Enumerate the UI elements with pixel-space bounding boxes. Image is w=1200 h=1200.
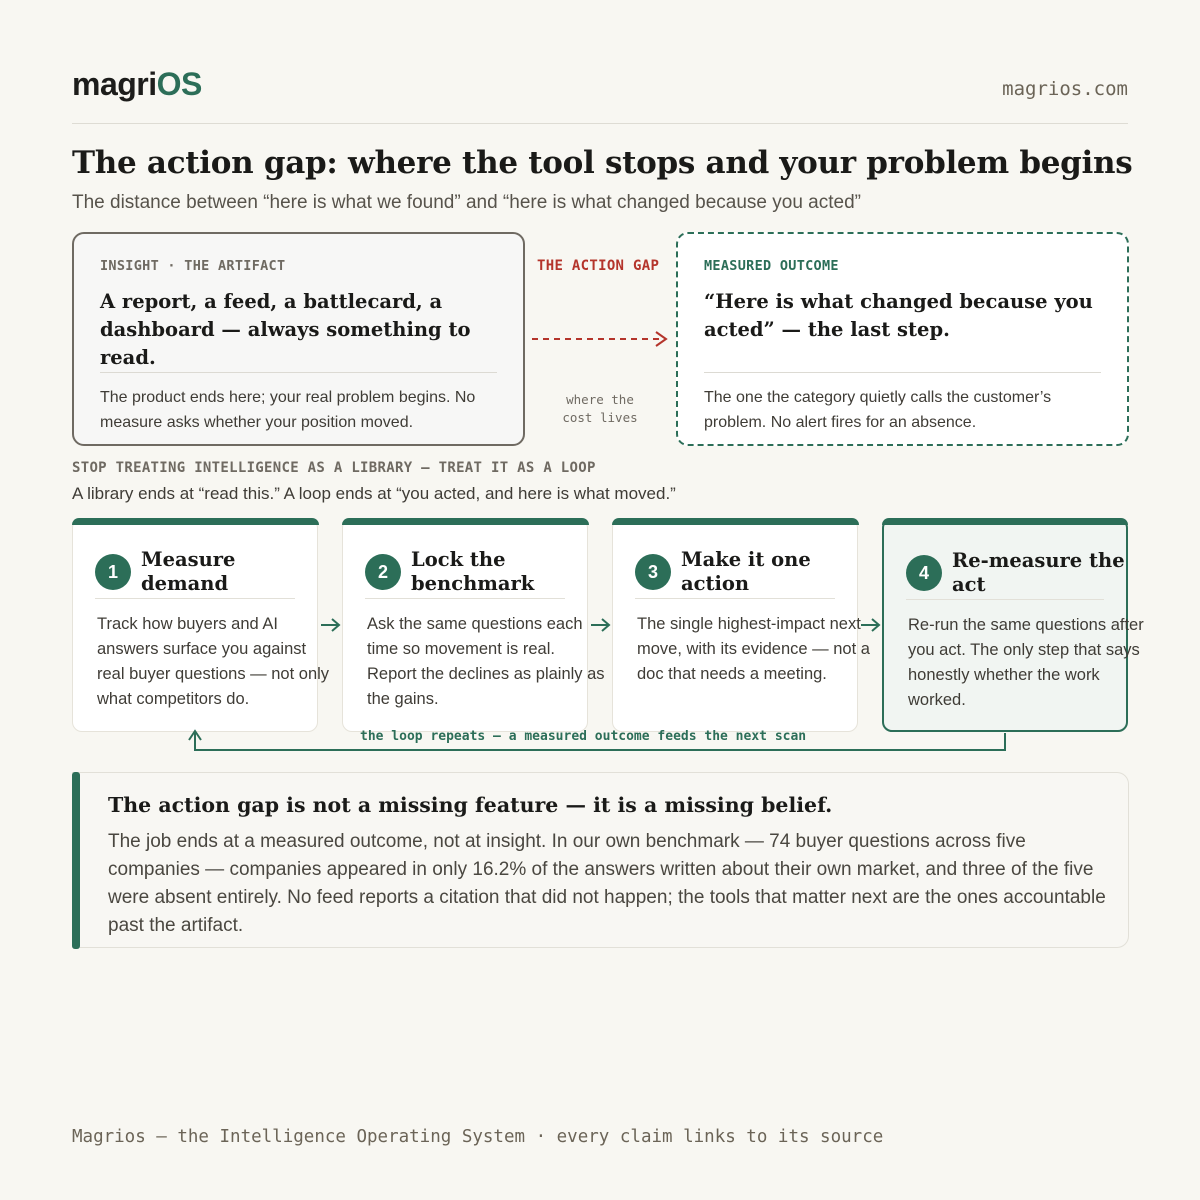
step-title: Make it one action: [681, 548, 811, 595]
action-gap-label: THE ACTION GAP: [537, 258, 660, 274]
loop-section-kicker: STOP TREATING INTELLIGENCE AS A LIBRARY — TREAT IT AS A LOOP: [72, 460, 596, 476]
callout-heading: The action gap is not a missing feature — it is a missing belief.: [108, 793, 833, 817]
site-link[interactable]: magrios.com: [1002, 78, 1128, 100]
outcome-body: The one the category quietly calls the customer’s problem. No alert fires for an absence.: [704, 389, 1052, 431]
step-number-badge: 2: [365, 554, 401, 590]
action-gap-note: where the cost lives: [562, 392, 638, 425]
step-body: The single highest-impact next move, with its evidence — not a doc that needs a meeting.: [637, 615, 870, 683]
footer-text: Magrios — the Intelligence Operating System · every claim links to its source: [72, 1127, 884, 1147]
step-body: Ask the same questions each time so movement is real. Report the declines as plainly as the gains.: [367, 615, 605, 708]
callout-body: The job ends at a measured outcome, not at insight. In our own benchmark — 74 buyer questions across five companies — companies appeared in only 16.2% of the answers written about their own market, and three of the five were absent entirely. No feed reports a citation that did not happen; the tools that matter next are the ones accountable past the artifact.: [108, 831, 1106, 936]
outcome-kicker: MEASURED OUTCOME: [704, 258, 839, 274]
outcome-heading: “Here is what changed because you acted” — the last step.: [704, 290, 1093, 341]
logo-text-accent: OS: [156, 66, 202, 102]
step-title: Re-measure the act: [952, 549, 1125, 596]
step-number-badge: 1: [95, 554, 131, 590]
callout-accent-bar: [72, 772, 80, 949]
loop-section-subtitle: A library ends at “read this.” A loop ends at “you acted, and here is what moved.”: [72, 484, 676, 503]
step-number-badge: 4: [906, 555, 942, 591]
callout-box: [72, 772, 1129, 948]
insight-kicker: INSIGHT · THE ARTIFACT: [100, 258, 286, 274]
step-body: Track how buyers and AI answers surface you against real buyer questions — not only what competitors do.: [97, 615, 330, 708]
page-subtitle: The distance between “here is what we found” and “here is what changed because you acted”: [72, 192, 861, 213]
step-title: Lock the benchmark: [411, 548, 535, 595]
logo-text-main: magri: [72, 66, 157, 102]
step-number-badge: 3: [635, 554, 671, 590]
loop-repeat-label: the loop repeats — a measured outcome feeds the next scan: [360, 729, 807, 744]
step-body: Re-run the same questions after you act. The only step that says honestly whether the work worked.: [908, 616, 1144, 709]
page-title: The action gap: where the tool stops and your problem begins: [72, 145, 1133, 181]
insight-body: The product ends here; your real problem begins. No measure asks whether your position moved.: [100, 389, 476, 431]
insight-heading: A report, a feed, a battlecard, a dashboard — always something to read.: [100, 290, 471, 369]
step-title: Measure demand: [141, 548, 236, 595]
